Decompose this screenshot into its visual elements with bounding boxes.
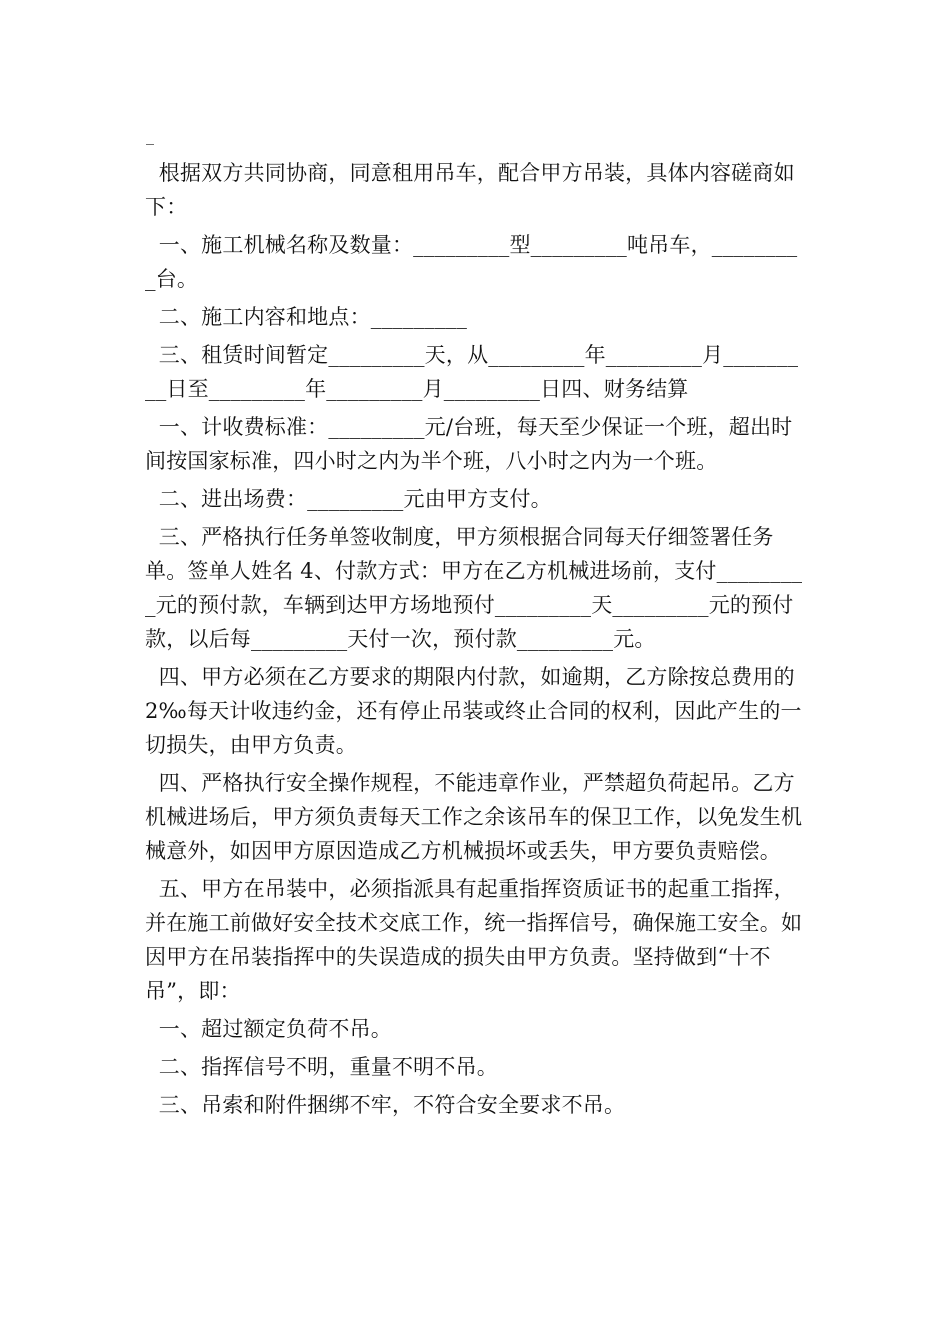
paragraph-command: 五、甲方在吊装中，必须指派具有起重指挥资质证书的起重工指挥，并在施工前做好安全技术交底工作，统一指挥信号，确保施工安全。如因甲方在吊装指挥中的失误造成的损失由甲方负责。坚持做到“十不吊”，即： (145, 877, 803, 1003)
paragraph-payment-deadline: 四、甲方必须在乙方要求的期限内付款，如逾期，乙方除按总费用的 2‰每天计收违约金，还有停止吊装或终止合同的权利，因此产生的一切损失，由甲方负责。 (145, 665, 802, 757)
paragraph-rule-1: 一、超过额定负荷不吊。 (145, 1017, 392, 1041)
paragraph-entry-fee: 二、进出场费：_________元由甲方支付。 (145, 487, 552, 511)
paragraph-fee-standard: 一、计收费标准：_________元/台班，每天至少保证一个班，超出时间按国家标准，四小时之内为半个班，八小时之内为一个班。 (145, 415, 793, 473)
top-mark: _ (146, 126, 154, 145)
contract-body (145, 156, 807, 1126)
paragraph-safety: 四、严格执行安全操作规程，不能违章作业，严禁超负荷起吊。乙方机械进场后，甲方须负责每天工作之余该吊车的保卫工作，以免发生机械意外，如因甲方原因造成乙方机械损坏或丢失，甲方要负责赔偿。 (145, 771, 803, 863)
paragraph-location: 二、施工内容和地点：_________ (145, 305, 468, 329)
paragraph-intro: 根据双方共同协商，同意租用吊车，配合甲方吊装，具体内容磋商如下： (145, 161, 795, 219)
paragraph-machinery: 一、施工机械名称及数量：_________型_________吨吊车，_________台。 (145, 233, 798, 291)
paragraph-task-order: 三、严格执行任务单签收制度，甲方须根据合同每天仔细签署任务单。签单人姓名 4、付款方式：甲方在乙方机械进场前，支付_________元的预付款，车辆到达甲方场地预付_________天_________元的预付款，以后每_________天付一次，预付款_________元。 (145, 525, 803, 651)
paragraph-lease-time: 三、租赁时间暂定_________天，从_________年_________月_________日至_________年_________月_________日四、财务结算 (145, 343, 799, 401)
paragraph-rule-2: 二、指挥信号不明，重量不明不吊。 (145, 1055, 498, 1079)
paragraph-rule-3: 三、吊索和附件捆绑不牢，不符合安全要求不吊。 (145, 1093, 626, 1117)
